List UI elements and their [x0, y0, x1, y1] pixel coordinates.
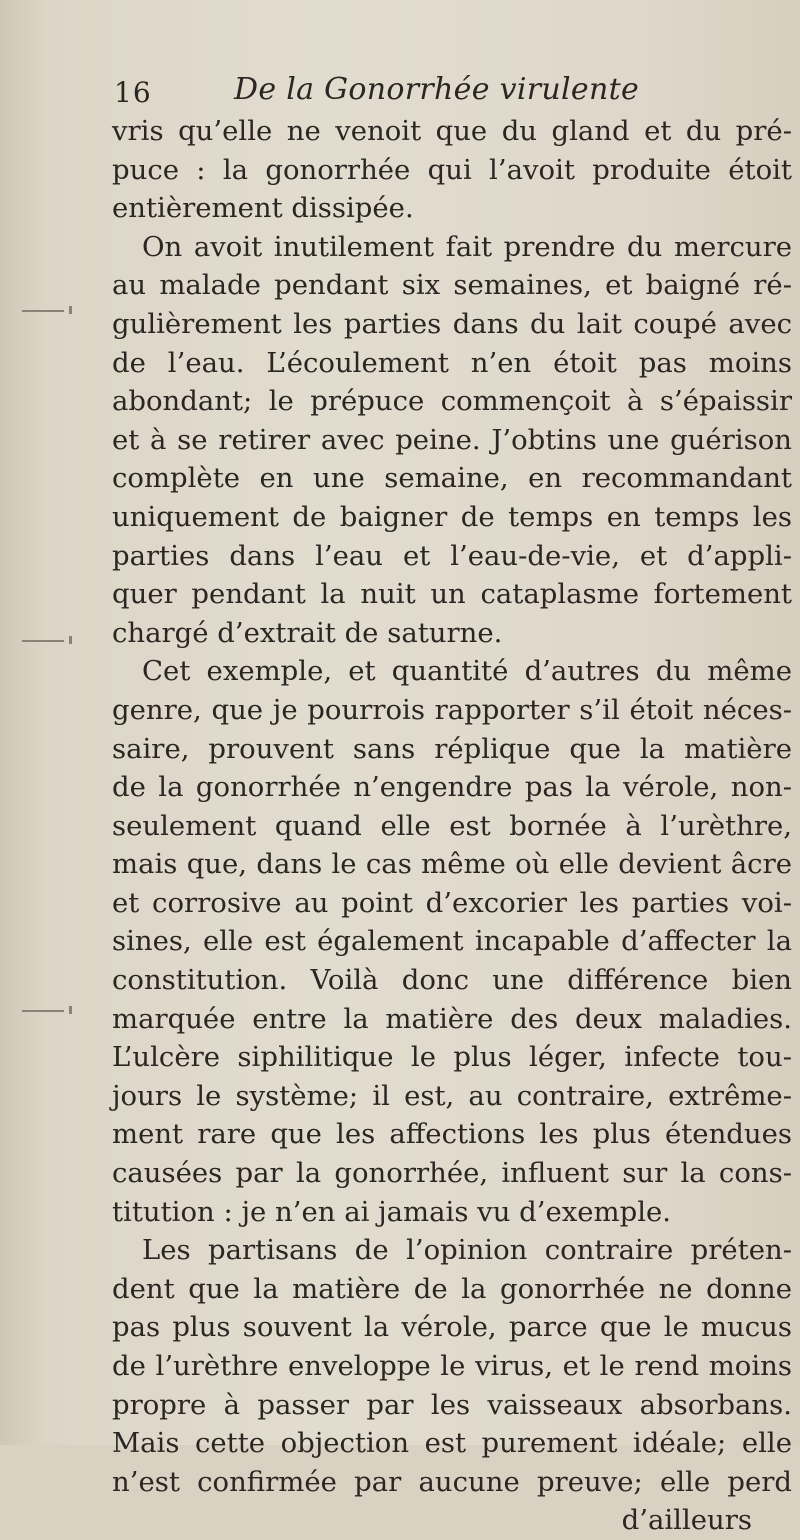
catchword: d’ailleurs	[621, 1504, 752, 1537]
text-line: abondant; le prépuce commençoit à s’épaissir	[112, 385, 792, 418]
text-line: titution : je n’en ai jamais vu d’exemple.	[112, 1195, 672, 1228]
text-line: uniquement de baigner de temps en temps les	[112, 500, 792, 533]
text-line: complète en une semaine, en recommandant	[112, 462, 792, 495]
text-line: seulement quand elle est bornée à l’urèthre,	[112, 809, 792, 842]
text-line: marquée entre la matière des deux maladies.	[112, 1002, 792, 1035]
margin-mark	[22, 1010, 64, 1012]
text-line: entièrement dissipée.	[112, 192, 414, 225]
running-title: De la Gonorrhée virulente	[234, 72, 639, 107]
text-line: constitution. Voilà donc une différence bien	[112, 964, 792, 997]
body-text	[112, 112, 792, 1540]
text-line: gulièrement les parties dans du lait coupé avec	[112, 307, 792, 340]
text-line: au malade pendant six semaines, et baigné ré-	[112, 269, 792, 302]
text-line: On avoit inutilement fait prendre du mercure	[142, 230, 792, 263]
text-line: Mais cette objection est purement idéale; elle	[112, 1427, 792, 1460]
text-line: n’est confirmée par aucune preuve; elle perd	[112, 1465, 792, 1498]
text-line: de la gonorrhée n’engendre pas la vérole, non-	[112, 771, 792, 804]
running-head	[114, 72, 734, 116]
text-line: et corrosive au point d’excorier les parties voi-	[112, 886, 792, 919]
text-line: Cet exemple, et quantité d’autres du même	[142, 655, 792, 688]
text-line: mais que, dans le cas même où elle devient âcre	[112, 848, 792, 881]
text-line: L’ulcère siphilitique le plus léger, infecte tou-	[112, 1041, 792, 1074]
text-line: saire, prouvent sans réplique que la matière	[112, 732, 792, 765]
text-line: de l’eau. L’écoulement n’en étoit pas moins	[112, 346, 792, 379]
page-number: 16	[114, 76, 152, 109]
text-line: sines, elle est également incapable d’affecter la	[112, 925, 792, 958]
text-line: pas plus souvent la vérole, parce que le mucus	[112, 1311, 792, 1344]
text-line: quer pendant la nuit un cataplasme fortement	[112, 578, 792, 611]
text-line: Les partisans de l’opinion contraire préten-	[142, 1234, 792, 1267]
text-line: parties dans l’eau et l’eau-de-vie, et d’appli-	[112, 539, 792, 572]
text-line: genre, que je pourrois rapporter s’il étoit néces-	[112, 693, 792, 726]
text-line: causées par la gonorrhée, influent sur la cons-	[112, 1157, 792, 1190]
text-line: jours le système; il est, au contraire, extrême-	[112, 1079, 792, 1112]
text-line: propre à passer par les vaisseaux absorbans.	[112, 1388, 792, 1421]
margin-mark	[22, 640, 64, 642]
text-line: de l’urèthre enveloppe le virus, et le rend moins	[112, 1350, 792, 1382]
text-line: dent que la matière de la gonorrhée ne donne	[112, 1272, 792, 1305]
margin-mark	[22, 310, 64, 312]
text-line: et à se retirer avec peine. J’obtins une guérison	[112, 423, 792, 456]
text-line: ment rare que les affections les plus étendues	[112, 1118, 792, 1151]
text-line: chargé d’extrait de saturne.	[112, 616, 503, 649]
text-line: vris qu’elle ne venoit que du gland et du pré-	[112, 115, 792, 147]
text-line: puce : la gonorrhée qui l’avoit produite étoit	[112, 153, 792, 186]
